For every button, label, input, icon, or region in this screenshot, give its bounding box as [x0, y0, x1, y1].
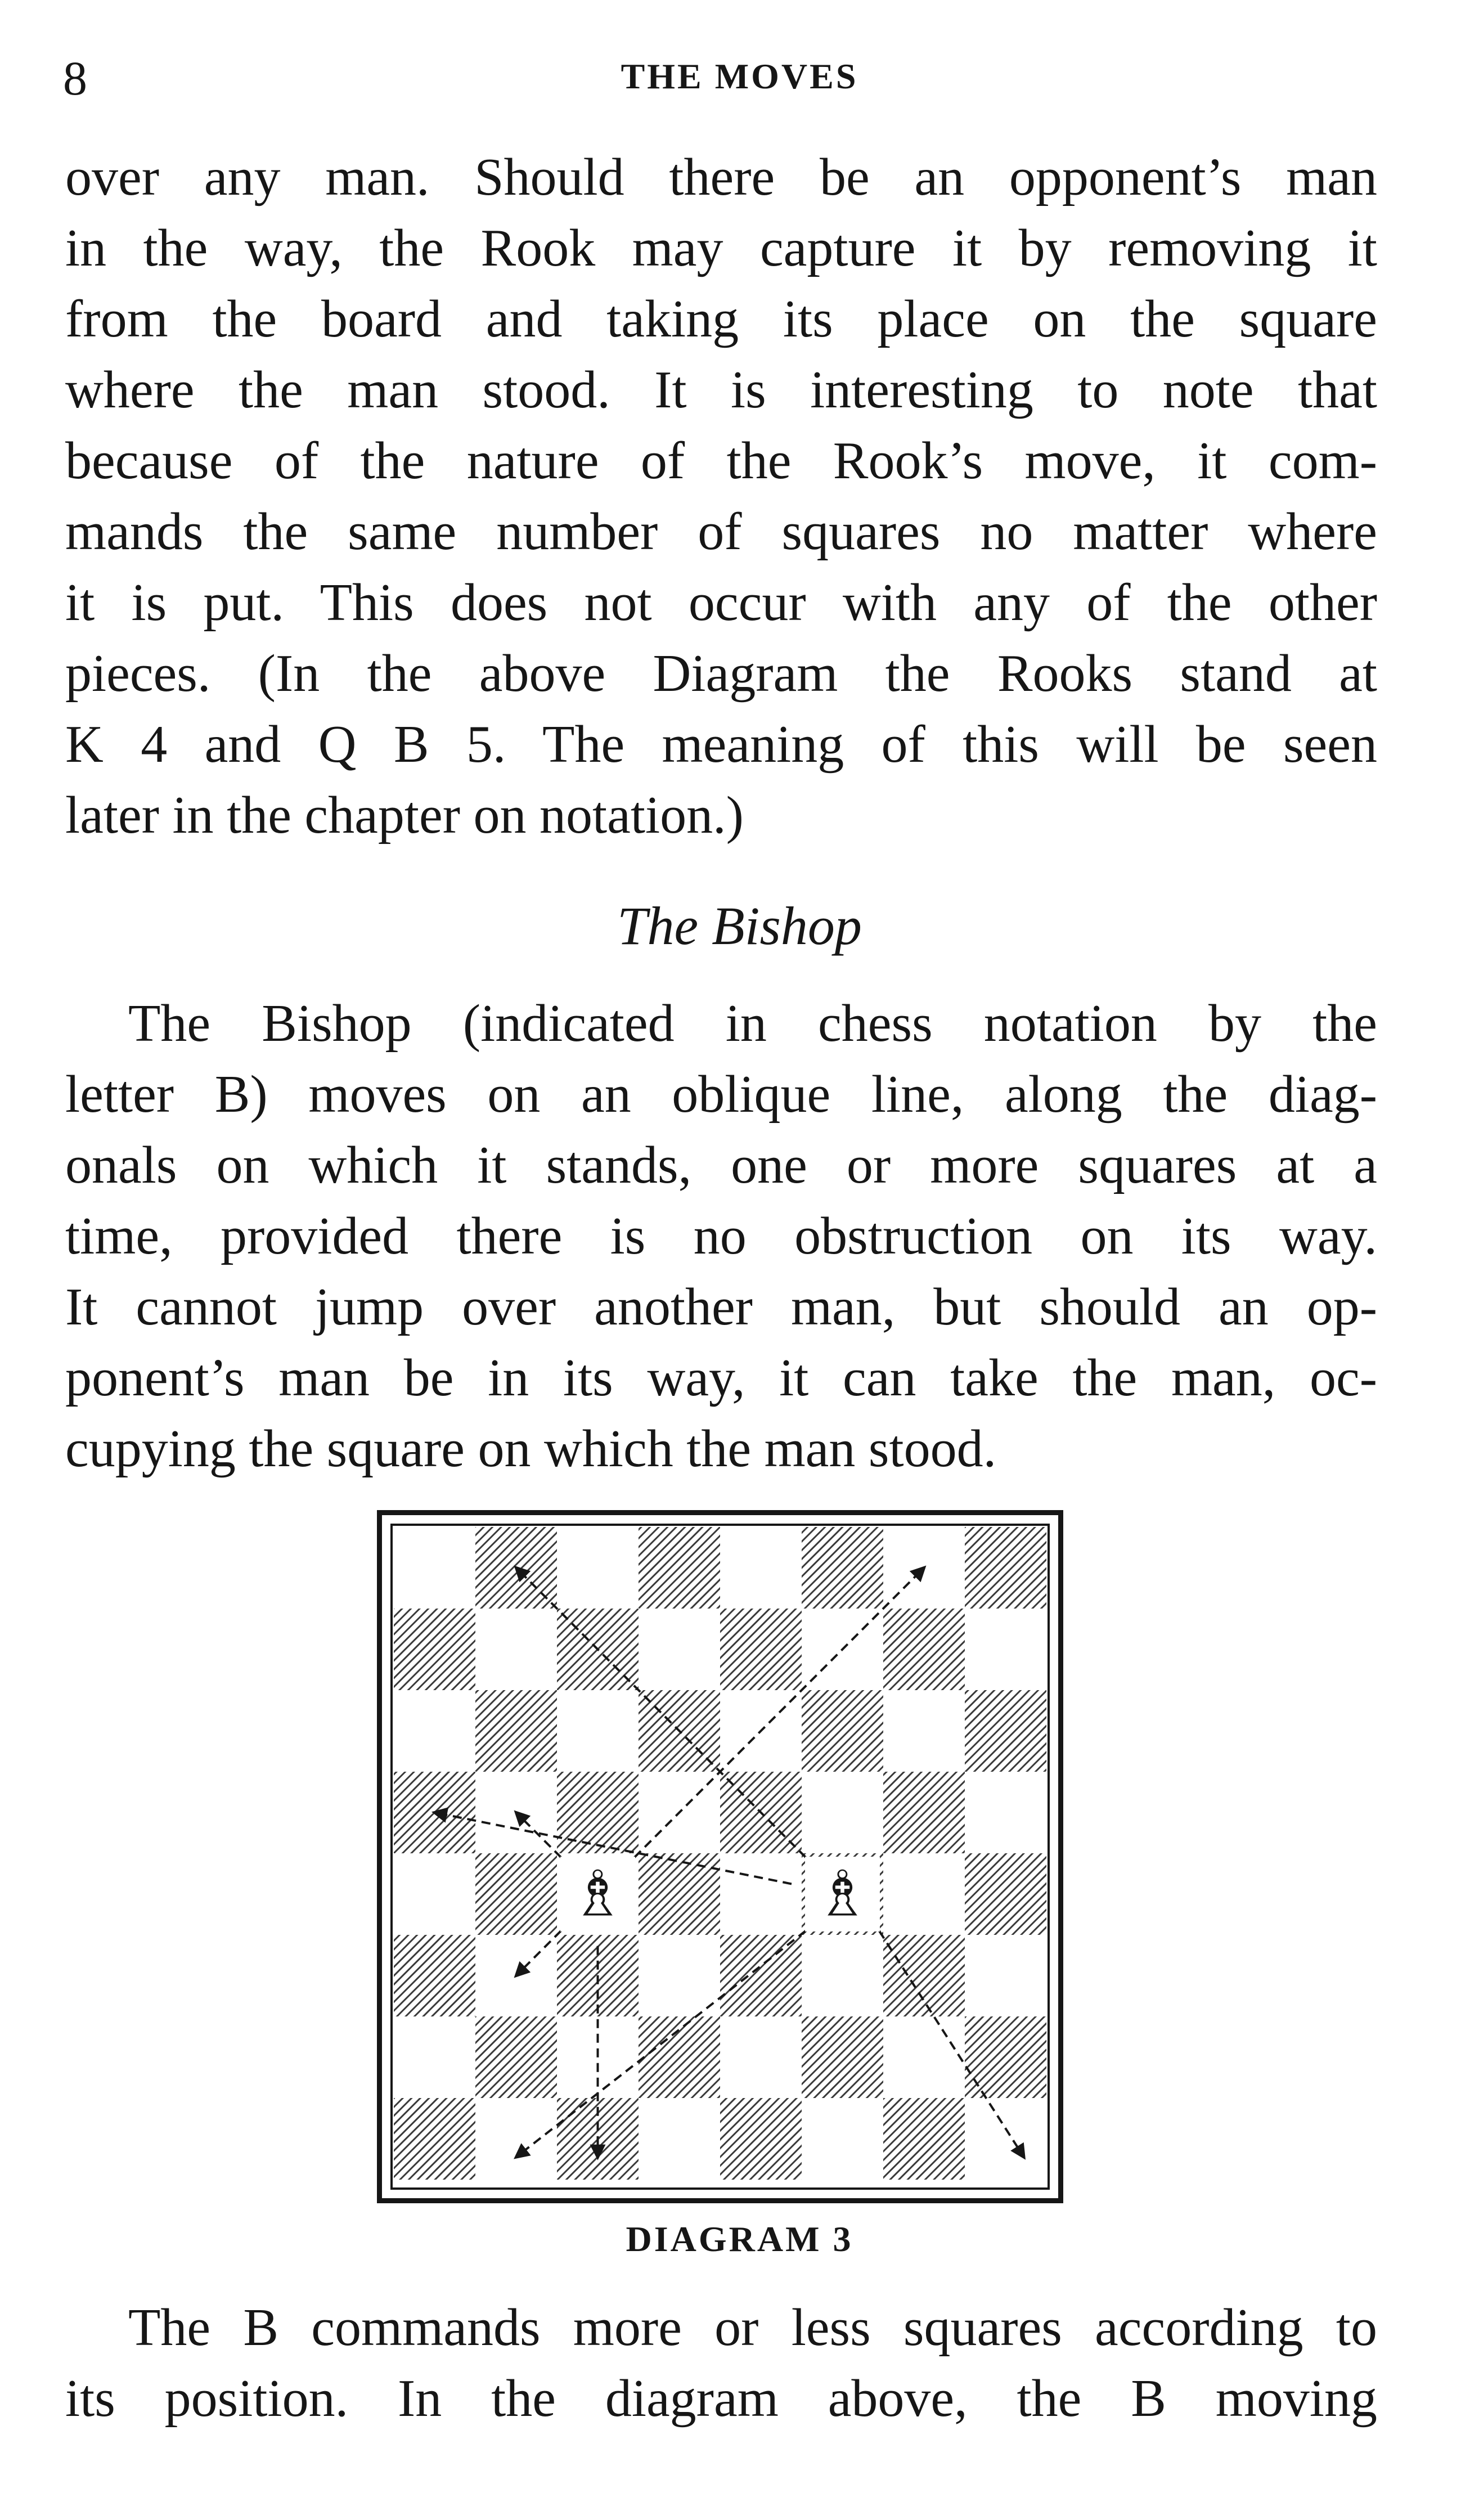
light-square: [883, 1690, 965, 1772]
dark-square: [639, 2016, 720, 2098]
text-line: where the man stood. It is interesting to note that: [65, 361, 1377, 419]
text-line: onals on which it stands, one or more squares at a: [65, 1136, 1377, 1194]
dark-square: [883, 1609, 965, 1690]
light-square: [639, 1935, 720, 2016]
light-square: [802, 1935, 883, 2016]
bishop-paragraph: [65, 988, 1377, 1484]
light-square: [557, 1527, 639, 1609]
text-line: because of the nature of the Rook’s move, it com-: [65, 432, 1377, 490]
text-line: The Bishop (indicated in chess notation by the: [128, 994, 1377, 1053]
light-square: [394, 1690, 475, 1772]
light-square: [557, 1690, 639, 1772]
text-line: it is put. This does not occur with any of the other: [65, 573, 1377, 632]
text-line: The B commands more or less squares according to: [128, 2298, 1377, 2357]
light-square: [639, 2098, 720, 2180]
text-line: It cannot jump over another man, but should an op-: [65, 1278, 1377, 1336]
text-line: ponent’s man be in its way, it can take the man, oc-: [65, 1349, 1377, 1407]
light-square: [720, 2016, 802, 2098]
light-square: [965, 1772, 1046, 1853]
dark-square: [883, 2098, 965, 2180]
text-line: K 4 and Q B 5. The meaning of this will be seen: [65, 715, 1377, 774]
text-line: time, provided there is no obstruction on its way.: [65, 1207, 1377, 1265]
light-square: [475, 2098, 557, 2180]
diagram-caption: DIAGRAM 3: [626, 2219, 853, 2259]
closing-paragraph: [65, 2292, 1377, 2434]
text-line: letter B) moves on an oblique line, along the diag-: [65, 1065, 1377, 1124]
dark-square: [639, 1527, 720, 1609]
dark-square: [639, 1853, 720, 1935]
chess-diagram: [377, 1510, 1063, 2203]
dark-square: [965, 1527, 1046, 1609]
dark-square: [883, 1772, 965, 1853]
light-square: [965, 1935, 1046, 2016]
dark-square: [720, 1609, 802, 1690]
text-line: later in the chapter on notation.): [65, 786, 744, 845]
text-line: cupying the square on which the man stood.: [65, 1420, 997, 1478]
light-square: [394, 2016, 475, 2098]
light-square: [883, 2016, 965, 2098]
dark-square: [802, 1690, 883, 1772]
section-title-bishop: The Bishop: [617, 896, 862, 956]
dark-square: [965, 1853, 1046, 1935]
light-square: [965, 1609, 1046, 1690]
page-number: 8: [63, 51, 87, 105]
dark-square: [394, 1609, 475, 1690]
dark-square: [394, 1772, 475, 1853]
light-square: [965, 2098, 1046, 2180]
dark-square: [557, 1772, 639, 1853]
text-line: in the way, the Rook may capture it by removing it: [65, 219, 1377, 277]
text-line: pieces. (In the above Diagram the Rooks stand at: [65, 644, 1377, 703]
dark-square: [965, 1690, 1046, 1772]
text-line: from the board and taking its place on the square: [65, 290, 1377, 348]
text-line: mands the same number of squares no matter where: [65, 502, 1377, 561]
light-square: [802, 2098, 883, 2180]
light-square: [475, 1609, 557, 1690]
dark-square: [475, 2016, 557, 2098]
dark-square: [720, 1935, 802, 2016]
dark-square: [475, 1853, 557, 1935]
light-square: [883, 1853, 965, 1935]
dark-square: [720, 2098, 802, 2180]
light-square: [394, 1527, 475, 1609]
bishop-piece-icon: ♗: [814, 1857, 871, 1931]
bishop-piece-icon: ♗: [569, 1857, 626, 1931]
dark-square: [883, 1935, 965, 2016]
running-head: THE MOVES: [621, 56, 858, 96]
rook-paragraph: [65, 142, 1377, 851]
dark-square: [394, 1935, 475, 2016]
light-square: [720, 1527, 802, 1609]
text-line: its position. In the diagram above, the B moving: [65, 2369, 1377, 2428]
light-square: [802, 1772, 883, 1853]
dark-square: [802, 1527, 883, 1609]
light-square: [720, 1853, 802, 1935]
light-square: [639, 1609, 720, 1690]
dark-square: [802, 2016, 883, 2098]
light-square: [394, 1853, 475, 1935]
text-line: over any man. Should there be an opponent’s man: [65, 148, 1377, 206]
dark-square: [394, 2098, 475, 2180]
dark-square: [475, 1690, 557, 1772]
